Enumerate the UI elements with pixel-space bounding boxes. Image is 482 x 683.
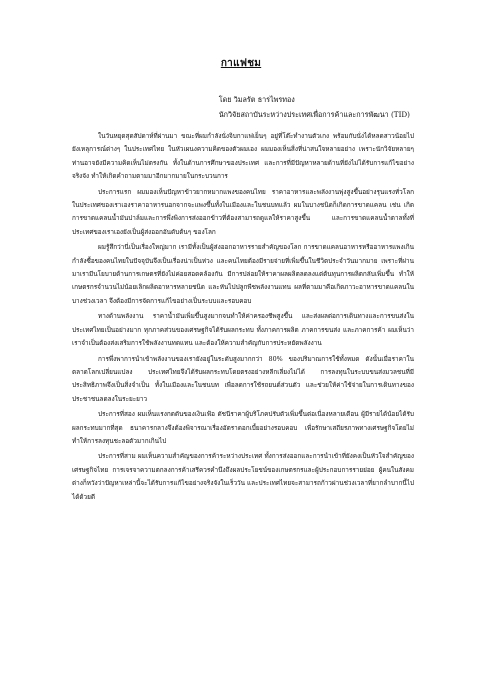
document-title: กาแฟชม	[220, 58, 262, 69]
affiliation-line: นักวิจัยสถาบันระหว่างประเทศเพื่อการค้าและการพัฒนา (TID)	[218, 110, 410, 119]
paragraph-4: ทางด้านพลังงาน ราคาน้ำมันเพิ่มขึ้นสูงมากจนทำให้ค่าครองชีพสูงขึ้น และส่งผลต่อการเดินทางและการขนส่งในประเทศไทยเป็นอย่างมาก ทุกภาคส่วนของเศรษฐกิจได้รับผลกระทบ ทั้งภาคการผลิต ภาคการขนส่ง และภาคการค้า ผมเห็นว่าเราจำเป็นต้องส่งเสริมการใช้พลังงานทดแทน และต้องให้ความสำคัญกับการประหยัดพลังงาน	[72, 312, 414, 348]
author-line: โดย วิมลรัต ธารไพรทอง	[218, 95, 295, 104]
document-body	[72, 130, 414, 506]
paragraph-5: การพึ่งพาการนำเข้าพลังงานของเรายังอยู่ในระดับสูงมากกว่า 80% ของปริมาณการใช้ทั้งหมด ดังนั้นเมื่อราคาในตลาดโลกเปลี่ยนแปลง ประเทศไทยจึงได้รับผลกระทบโดยตรงอย่างหลีกเลี่ยงไม่ได้ การลงทุนในระบบขนส่งมวลชนที่มีประสิทธิภาพจึงเป็นสิ่งจำเป็น ทั้งในเมืองและในชนบท เพื่อลดการใช้รถยนต์ส่วนตัว และช่วยให้ค่าใช้จ่ายในการเดินทางของประชาชนลดลงในระยะยาว	[72, 354, 414, 403]
paragraph-1: ในวันหยุดสุดสัปดาห์ที่ผ่านมา ขณะที่ผมกำลังนั่งจิบกาแฟเย็นๆ อยู่ที่โต๊ะทำงานตัวเกง พร้อมกับนั่งได้หลดสาวน้อยไปยังเหลุการณ์ต่างๆ ในประเทศไทย ในหัวเผนงความคิดของตัวผมเอง ผมมองเห็นสิ่งที่น่าสนใจหลายอย่าง เพราะนักวิจัยหลายๆ ท่านอาจยังมีความคิดเห็นไม่ตรงกัน ทั้งในด้านการศึกษาของประเทศ และการที่มีปัญหาหลายด้านที่ยังไม่ได้รับการแก้ไขอย่างจริงจัง ทำให้เกิดคำถามตามมาอีกมากมายในกระบวนการ	[72, 132, 414, 181]
paragraph-2: ประการแรก ผมมองเห็นปัญหาข้าวยากหมากแพงของคนไทย ราคาอาหารและพลังงานพุ่งสูงขึ้นอย่างรุนแรงทั่วโลก ในประเทศของเราเองราคาอาหารนอกจากจะแพงขึ้นทั้งในเมืองและในชนบทแล้ว ผมในบางชนิดก็เกิดการขาดแคลน เช่น เกิดการขาดแคลนน้ำมันปาล์มและการพึ่งพิงการส่งออกข้าวที่ต้องสามารถดูแลให้ราคาสูงขึ้น และการขาดแคลนน้ำตาลทั้งที่ประเทศของเราเองยังเป็นผู้ส่งออกอันดับต้นๆ ของโลก	[72, 187, 414, 236]
paragraph-3: ผมรู้สึกว่านี่เป็นเรื่องใหญ่มาก เรามีทั้งเป็นผู้ส่งออกอาหารรายสำคัญของโลก การขาดแคลนอาหารหรืออาหารแพงเกินกำลังซื้อของคนไทยในปัจจุบันจึงเป็นเรื่องน่าเป็นห่วง และคนไทยต้องมีรายจ่ายที่เพิ่มขึ้นในชีวิตประจำวันมากมาย เพราะที่ผ่านมาเรามีนโยบายด้านการเกษตรที่ยังไม่ค่อยสอดคล้องกัน มีการปล่อยให้ราคาผลผลิตลดลงแต่ต้นทุนการผลิตกลับเพิ่มขึ้น ทำให้เกษตรกรจำนวนไม่น้อยเลิกผลิตอาหารหลายชนิด และหันไปปลูกพืชพลังงานแทน ผลที่ตามมาคือเกิดภาวะอาหารขาดแคลนในบางช่วงเวลา จึงต้องมีการจัดการแก้ไขอย่างเป็นระบบและรอบคอบ	[72, 243, 414, 305]
paragraph-6: ประการที่สอง ผมเห็นแรงกดดันของเงินเฟ้อ ดัชนีราคาผู้บริโภคปรับตัวเพิ่มขึ้นต่อเนื่องหลายเดือน ผู้มีรายได้น้อยได้รับผลกระทบมากที่สุด ธนาคารกลางจึงต้องพิจารณาเรื่องอัตราดอกเบี้ยอย่างรอบคอบ เพื่อรักษาเสถียรภาพทางเศรษฐกิจโดยไม่ทำให้การลงทุนชะลอตัวมากเกินไป	[72, 410, 414, 445]
paragraph-7: ประการที่สาม ผมเห็นความสำคัญของการค้าระหว่างประเทศ ทั้งการส่งออกและการนำเข้าที่ยังคงเป็นหัวใจสำคัญของเศรษฐกิจไทย การเจรจาความตกลงการค้าเสรีควรคำนึงถึงผลประโยชน์ของเกษตรกรและผู้ประกอบการรายย่อย ผู้คนในสังคมต่างก็หวังว่าปัญหาเหล่านี้จะได้รับการแก้ไขอย่างจริงจังในเร็ววัน และประเทศไทยจะสามารถก้าวผ่านช่วงเวลาที่ยากลำบากนี้ไปได้ด้วยดี	[72, 452, 414, 501]
byline-block	[219, 92, 410, 122]
